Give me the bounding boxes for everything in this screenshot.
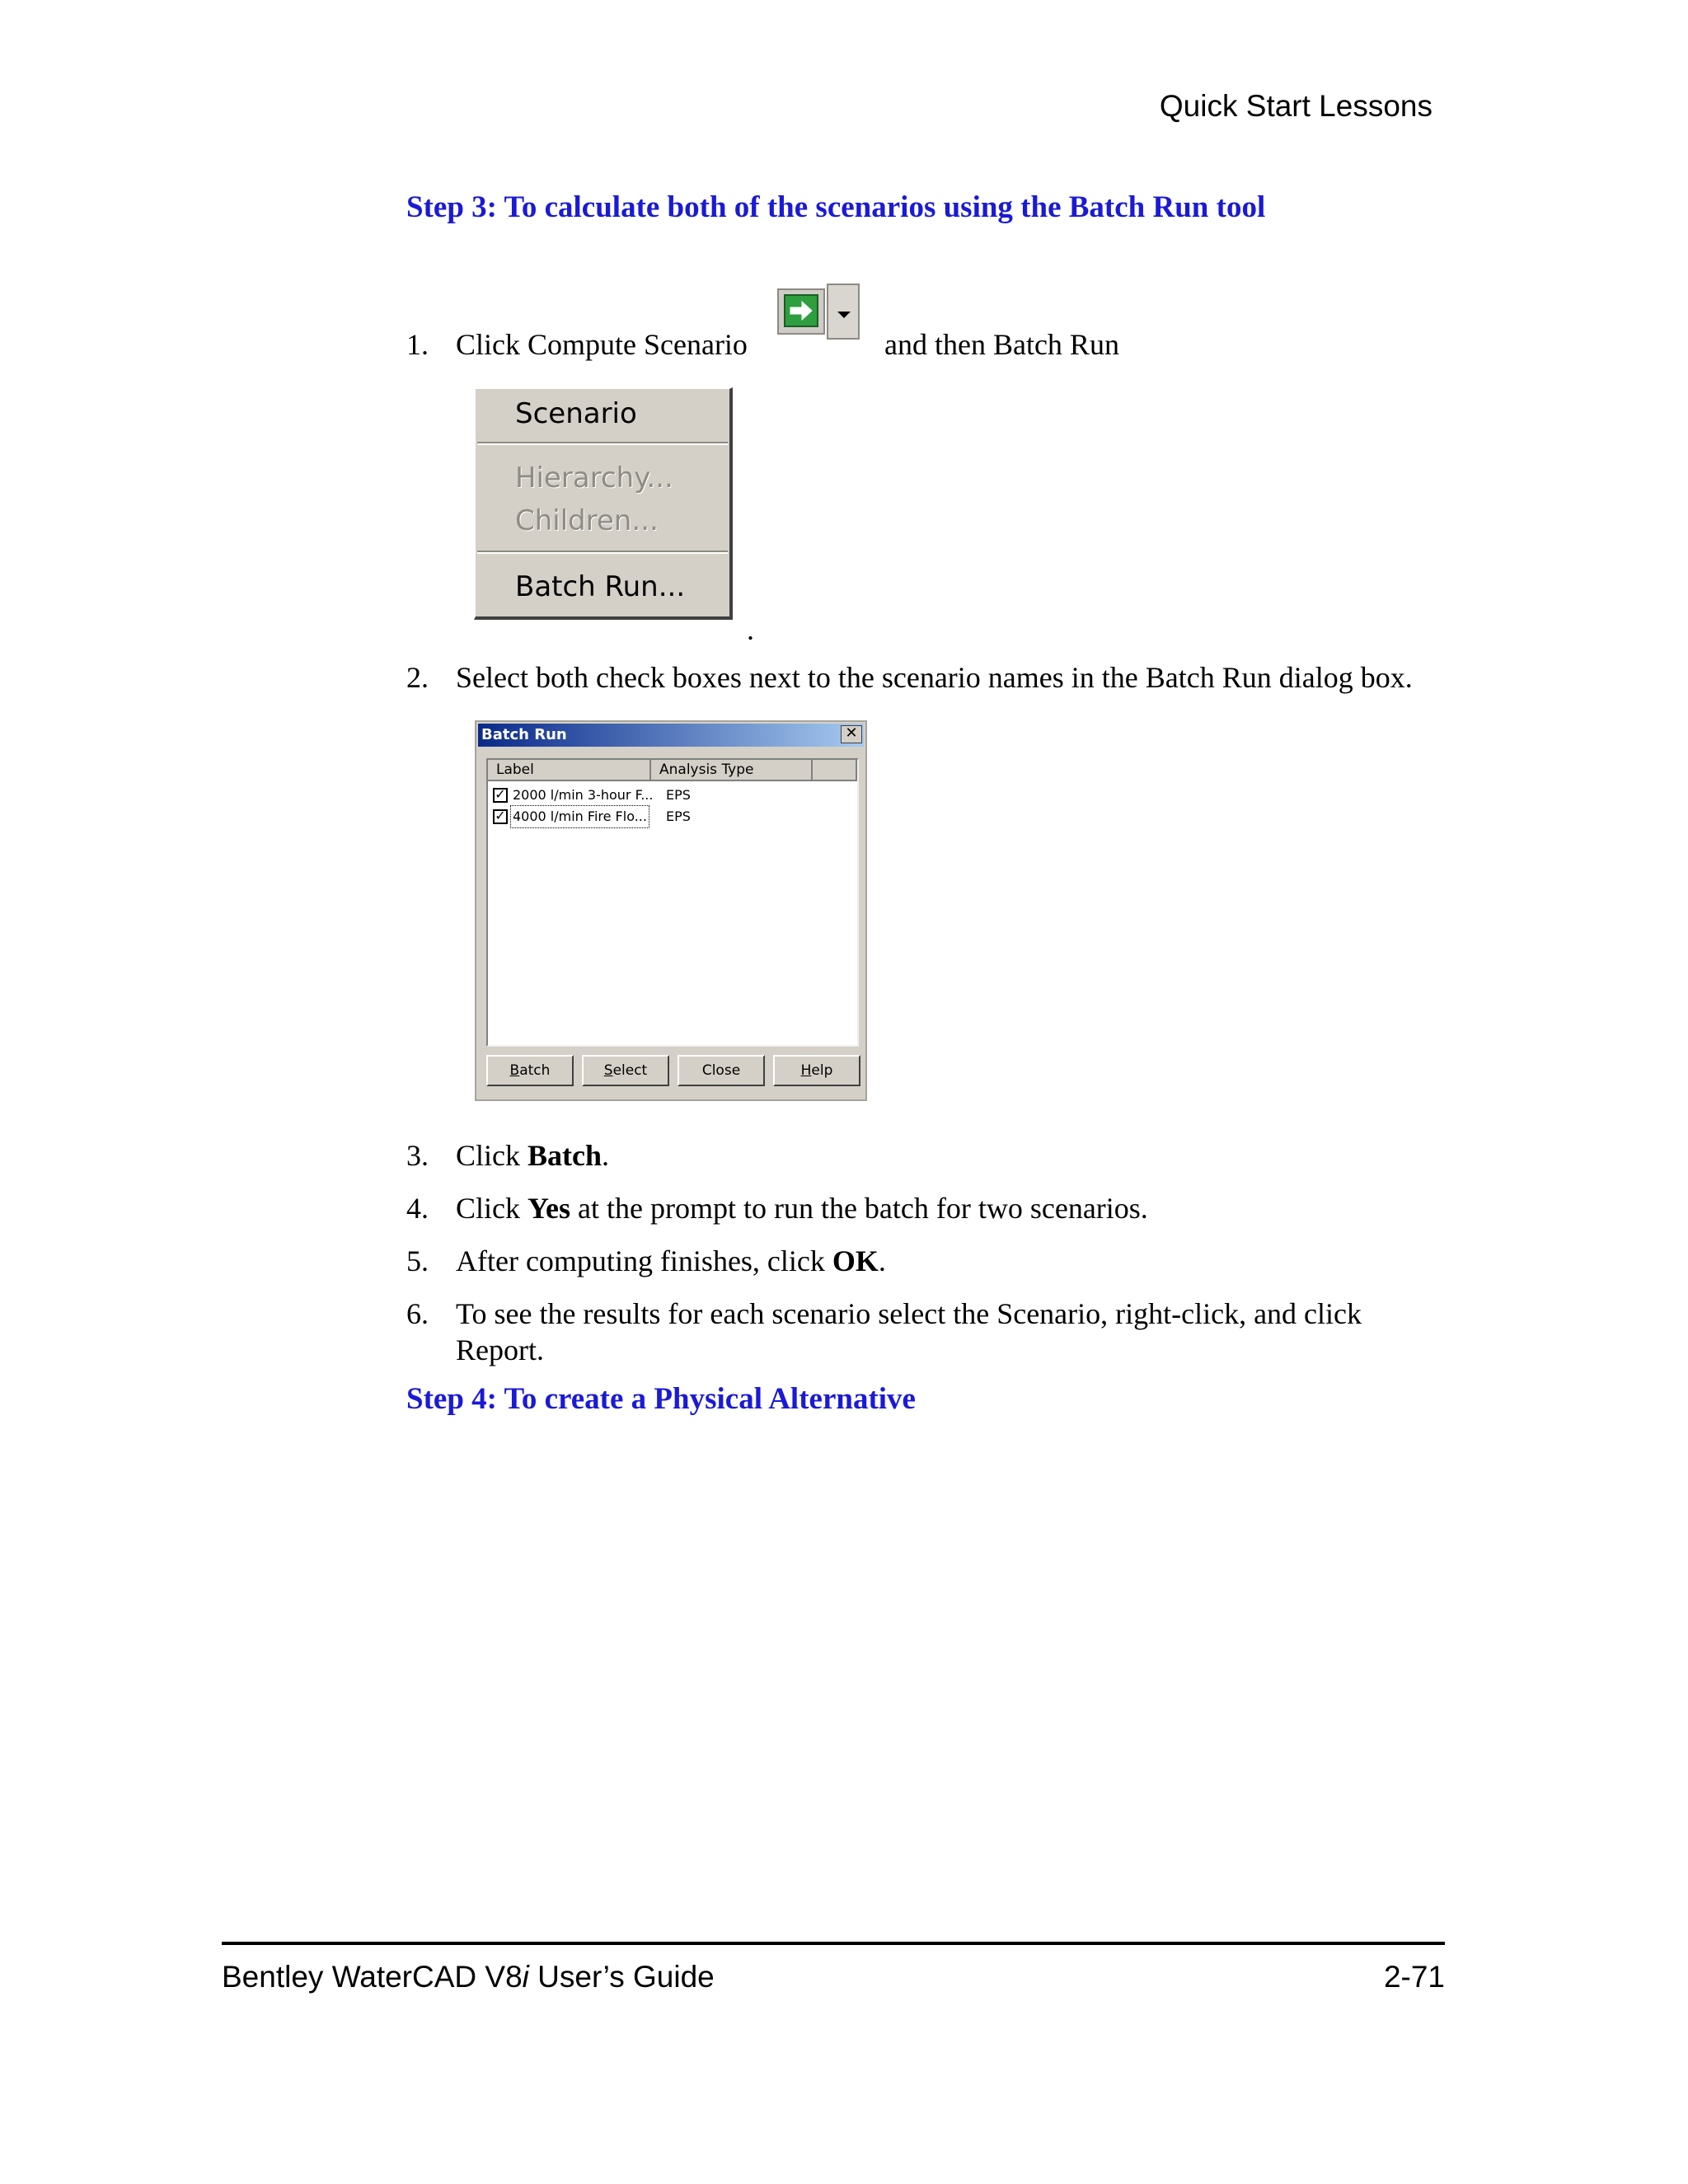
step-number: 5. xyxy=(406,1244,429,1277)
chevron-down-icon xyxy=(837,312,851,318)
scenario-label: 4000 l/min Fire Flo... xyxy=(511,806,649,827)
scenario-menu xyxy=(474,387,733,620)
step-text: Click Yes at the prompt to run the batch for two scenarios. xyxy=(456,1192,1148,1225)
analysis-type: EPS xyxy=(666,787,691,803)
column-header-label[interactable]: Label xyxy=(488,760,651,781)
step3-heading: Step 3: To calculate both of the scenarios using the Batch Run tool xyxy=(406,190,1266,224)
column-header-analysis-type[interactable]: Analysis Type xyxy=(651,760,813,781)
compute-dropdown-button[interactable] xyxy=(827,284,860,340)
menu-item-children: Children... xyxy=(515,504,659,537)
step-number: 3. xyxy=(406,1139,429,1172)
close-button[interactable]: Close xyxy=(678,1055,765,1086)
dialog-title: Batch Run xyxy=(478,724,864,747)
column-header-blank xyxy=(813,760,857,781)
list-item[interactable] xyxy=(493,806,847,827)
step-text: After computing finishes, click OK. xyxy=(456,1244,886,1277)
step-text: Report. xyxy=(456,1333,544,1366)
step-text: Click Batch. xyxy=(456,1139,609,1172)
step-4 xyxy=(406,1190,1478,1226)
scenario-label: 2000 l/min 3-hour F... xyxy=(513,787,654,803)
compute-scenario-button[interactable] xyxy=(777,284,861,336)
footer-guide-title: Bentley WaterCAD V8i User’s Guide xyxy=(222,1960,715,1994)
list-item[interactable] xyxy=(493,785,847,806)
step-number: 4. xyxy=(406,1192,429,1225)
menu-item-scenario[interactable]: Scenario xyxy=(515,397,637,430)
step-2 xyxy=(406,659,1478,696)
step-number: 2. xyxy=(406,661,429,694)
batch-button[interactable]: Batch xyxy=(486,1055,574,1086)
scenario-list[interactable] xyxy=(486,758,859,1047)
step-3 xyxy=(406,1137,1478,1174)
footer-divider xyxy=(222,1942,1445,1945)
batch-run-dialog xyxy=(475,720,867,1101)
arrow-right-icon xyxy=(785,296,817,326)
period-mark: . xyxy=(747,613,754,646)
step-text: To see the results for each scenario select the Scenario, right-click, and click xyxy=(456,1297,1362,1330)
running-header: Quick Start Lessons xyxy=(1159,89,1432,123)
step-6 xyxy=(406,1296,1478,1368)
page-number: 2-71 xyxy=(1383,1960,1445,1994)
checkbox[interactable]: ✓ xyxy=(493,809,508,824)
step-1 xyxy=(406,326,1478,363)
step-number: 1. xyxy=(406,328,429,361)
step-5 xyxy=(406,1243,1478,1279)
step4-heading: Step 4: To create a Physical Alternative xyxy=(406,1382,916,1416)
analysis-type: EPS xyxy=(666,808,691,824)
checkbox[interactable]: ✓ xyxy=(493,788,508,803)
step-text: Click Compute Scenario xyxy=(456,328,748,361)
compute-scenario-icon[interactable] xyxy=(777,288,825,335)
menu-separator xyxy=(477,442,728,445)
close-icon[interactable]: ✕ xyxy=(841,725,862,743)
menu-item-batch-run[interactable]: Batch Run... xyxy=(515,570,686,603)
menu-item-hierarchy: Hierarchy... xyxy=(515,462,673,494)
menu-separator xyxy=(477,551,728,554)
step-text: and then Batch Run xyxy=(884,328,1119,361)
step-text: Select both check boxes next to the scenario names in the Batch Run dialog box. xyxy=(456,661,1413,694)
select-button[interactable]: Select xyxy=(582,1055,669,1086)
help-button[interactable]: Help xyxy=(773,1055,860,1086)
step-number: 6. xyxy=(406,1297,429,1330)
